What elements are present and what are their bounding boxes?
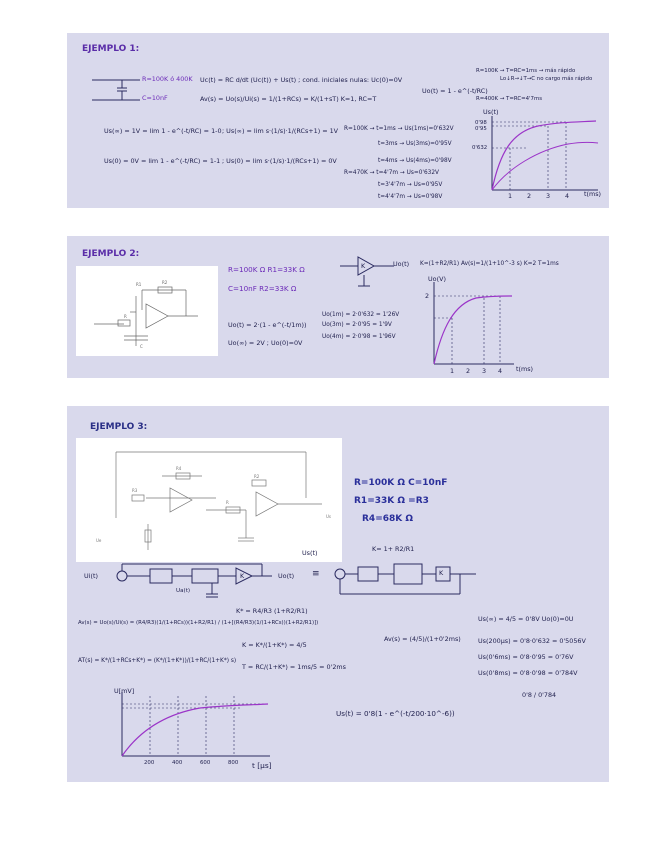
e3-tick-600: 600 xyxy=(200,760,211,766)
e1-xlabel: t(ms) xyxy=(584,190,602,198)
e1-ylabel: Us(t) xyxy=(483,108,499,116)
e3-us-label: Us(t) xyxy=(302,549,318,557)
e3-kstar: K* = R4/R3 (1+R2/R1) xyxy=(236,607,308,615)
e2-tick-2: 2 xyxy=(466,367,471,375)
e3-us-4: Us(0'8ms) = 0'8·0'98 = 0'784V xyxy=(478,669,578,677)
e2-block-diagram xyxy=(340,252,400,292)
e3-us-2: Us(200μs) = 0'8·0'632 = 0'5056V xyxy=(478,637,586,645)
svg-text:R4: R4 xyxy=(176,466,182,471)
e1-note-3: R=400K → T=RC=4'7ms xyxy=(476,96,542,102)
e1-tick-1: 1 xyxy=(508,192,513,200)
e3-us-1: Us(∞) = 4/5 = 0'8V Uo(0)=0U xyxy=(478,615,574,623)
e1-line-5: Us(0) = 0V = lim 1 - e^(-t/RC) = 1-1 xyxy=(104,157,221,165)
svg-text:R3: R3 xyxy=(132,488,138,493)
svg-text:R1: R1 xyxy=(136,282,142,287)
e2-transfer: K=(1+R2/R1) Av(s)=1/(1+10^-3 s) K=2 T=1ms xyxy=(420,261,559,267)
e1-note-2: Lo↓R→↓T→C no cargo más rápido xyxy=(500,76,593,82)
e1-y-098: 0'98 xyxy=(475,120,487,126)
e1-line-1: Uc(t) = RC d/dt (Uc(t)) + Us(t) ; cond. iniciales nulas: Uc(0)=0V xyxy=(200,76,403,84)
e2-line-2: Uo(∞) = 2V ; Uo(0)=0V xyxy=(228,339,303,347)
e1-line-7: ; Us(0) = lim s·(1/s)·1/(RCs+1) = 0V xyxy=(222,157,337,165)
e2-tick-3: 3 xyxy=(482,367,487,375)
e1-tick-2: 2 xyxy=(527,192,532,200)
e3-xlabel: t [μs] xyxy=(252,761,272,770)
e3-av-final: Av(s) = (4/5)/(1+0'2ms) xyxy=(384,635,461,643)
example-3-title: EJEMPLO 3: xyxy=(90,422,148,432)
e1-measure-1: R=100K → t=1ms → Us(1ms)=0'632V xyxy=(344,126,454,132)
e3-uo-label-left: Uo(t) xyxy=(278,572,295,580)
e3-tick-400: 400 xyxy=(172,760,183,766)
e1-measure-4: R=470K → t=4'7m → Us=0'632V xyxy=(344,170,440,176)
e3-tick-800: 800 xyxy=(228,760,239,766)
e1-measure-2: t=3ms → Us(3ms)=0'95V xyxy=(378,141,452,147)
e2-circuit-image xyxy=(76,266,218,356)
e3-fraction: 0'8 / 0'784 xyxy=(522,691,557,699)
e3-t-value: T = RC/(1+K*) = 1ms/5 = 0'2ms xyxy=(242,663,346,671)
svg-text:R: R xyxy=(124,314,127,319)
e3-us-3: Us(0'6ms) = 0'8·0'95 = 0'76V xyxy=(478,653,574,661)
e2-result-1: Uo(1m) = 2·0'632 = 1'26V xyxy=(322,312,400,318)
e1-measure-6: t=4'4'7m → Us=0'98V xyxy=(378,194,443,200)
e3-k-definition: K= 1+ R2/R1 xyxy=(372,545,415,553)
svg-text:Us: Us xyxy=(326,514,332,519)
e2-result-2: Uo(3m) = 2·0'95 = 1'9V xyxy=(322,322,392,328)
e3-av-expression: Av(s) = Uo(s)/Ui(s) = (R4/R3)(1/(1+RCs))(1+R2/R1) / (1+[(R4/R3)(1/(1+RCs))(1+R2/R1)]) xyxy=(78,620,319,626)
e2-uo-label: Uo(t) xyxy=(393,260,410,268)
e3-at-expression: AT(s) = K*/(1+RCs+K*) = (K*/(1+K*))/(1+RC/(1+K*) s) xyxy=(78,658,237,664)
svg-text:R: R xyxy=(226,500,229,505)
svg-text:Ue: Ue xyxy=(96,538,102,543)
e1-c-value: C=10nF xyxy=(142,94,168,102)
e1-graph xyxy=(478,112,608,202)
e3-ua-label: Ua(t) xyxy=(176,588,191,594)
e1-y-095: 0'95 xyxy=(475,126,487,132)
e3-graph xyxy=(110,687,290,770)
e3-params-1: R=100K Ω C=10nF xyxy=(354,478,448,488)
svg-text:R2: R2 xyxy=(162,280,168,285)
e1-tick-4: 4 xyxy=(565,192,570,200)
e2-ylabel: Uo(V) xyxy=(428,275,446,283)
e3-params-3: R4=68K Ω xyxy=(362,514,414,524)
e2-components-2: C=10nF R2=33K Ω xyxy=(228,284,297,293)
e2-result-3: Uo(4m) = 2·0'98 = 1'96V xyxy=(322,334,396,340)
e1-measure-3: t=4ms → Us(4ms)=0'98V xyxy=(378,158,452,164)
e3-block-diagram-left xyxy=(112,564,302,608)
example-1-title: EJEMPLO 1: xyxy=(82,44,140,54)
svg-text:C: C xyxy=(140,344,143,349)
e1-measure-5: t=3'4'7m → Us=0'95V xyxy=(378,182,443,188)
e3-ui-label: Ui(t) xyxy=(84,572,98,580)
e2-tick-4: 4 xyxy=(498,367,503,375)
e1-line-4: Us(∞) = 1V = lim 1 - e^(-t/RC) = 1-0 xyxy=(104,127,222,135)
e3-k-value: K = K*/(1+K*) = 4/5 xyxy=(242,641,307,649)
e2-graph xyxy=(420,275,520,374)
e1-line-2: Av(s) = Uo(s)/Ui(s) = 1/(1+RCs) = K/(1+sT) K=1, RC=T xyxy=(200,95,377,103)
e3-k-block: K xyxy=(240,572,245,580)
e3-block-diagram-right xyxy=(330,558,480,602)
e2-line-1: Uo(t) = 2·(1 - e^(-t/1m)) xyxy=(228,321,307,329)
e1-y-0632: 0'632 xyxy=(472,145,488,151)
e1-r-value: R=100K ó 400K xyxy=(142,75,193,83)
e2-components-1: R=100K Ω R1=33K Ω xyxy=(228,265,305,274)
svg-text:R2: R2 xyxy=(254,474,260,479)
e1-note-1: R=100K → T=RC=1ms → más rápido xyxy=(476,68,576,74)
e3-us-final: Us(t) = 0'8(1 - e^(-t/200·10^-6)) xyxy=(336,709,455,718)
e2-xlabel: t(ms) xyxy=(516,365,534,373)
e3-ylabel: U[mV] xyxy=(114,687,135,695)
e3-equiv-sign: ≡ xyxy=(312,569,320,579)
e3-k-block-right: K xyxy=(439,569,444,577)
e3-circuit-image xyxy=(76,438,342,562)
e2-k-label: K xyxy=(361,262,366,270)
e1-line-3: Uo(t) = 1 - e^(-t/RC) xyxy=(422,87,488,95)
e2-y-2: 2 xyxy=(425,292,430,300)
e2-tick-1: 1 xyxy=(450,367,455,375)
e3-tick-200: 200 xyxy=(144,760,155,766)
e1-tick-3: 3 xyxy=(546,192,551,200)
e1-line-6: ; Us(∞) = lim s·(1/s)·1/(RCs+1) = 1V xyxy=(222,127,339,135)
example-2-title: EJEMPLO 2: xyxy=(82,249,140,259)
e3-params-2: R1=33K Ω =R3 xyxy=(354,496,429,506)
